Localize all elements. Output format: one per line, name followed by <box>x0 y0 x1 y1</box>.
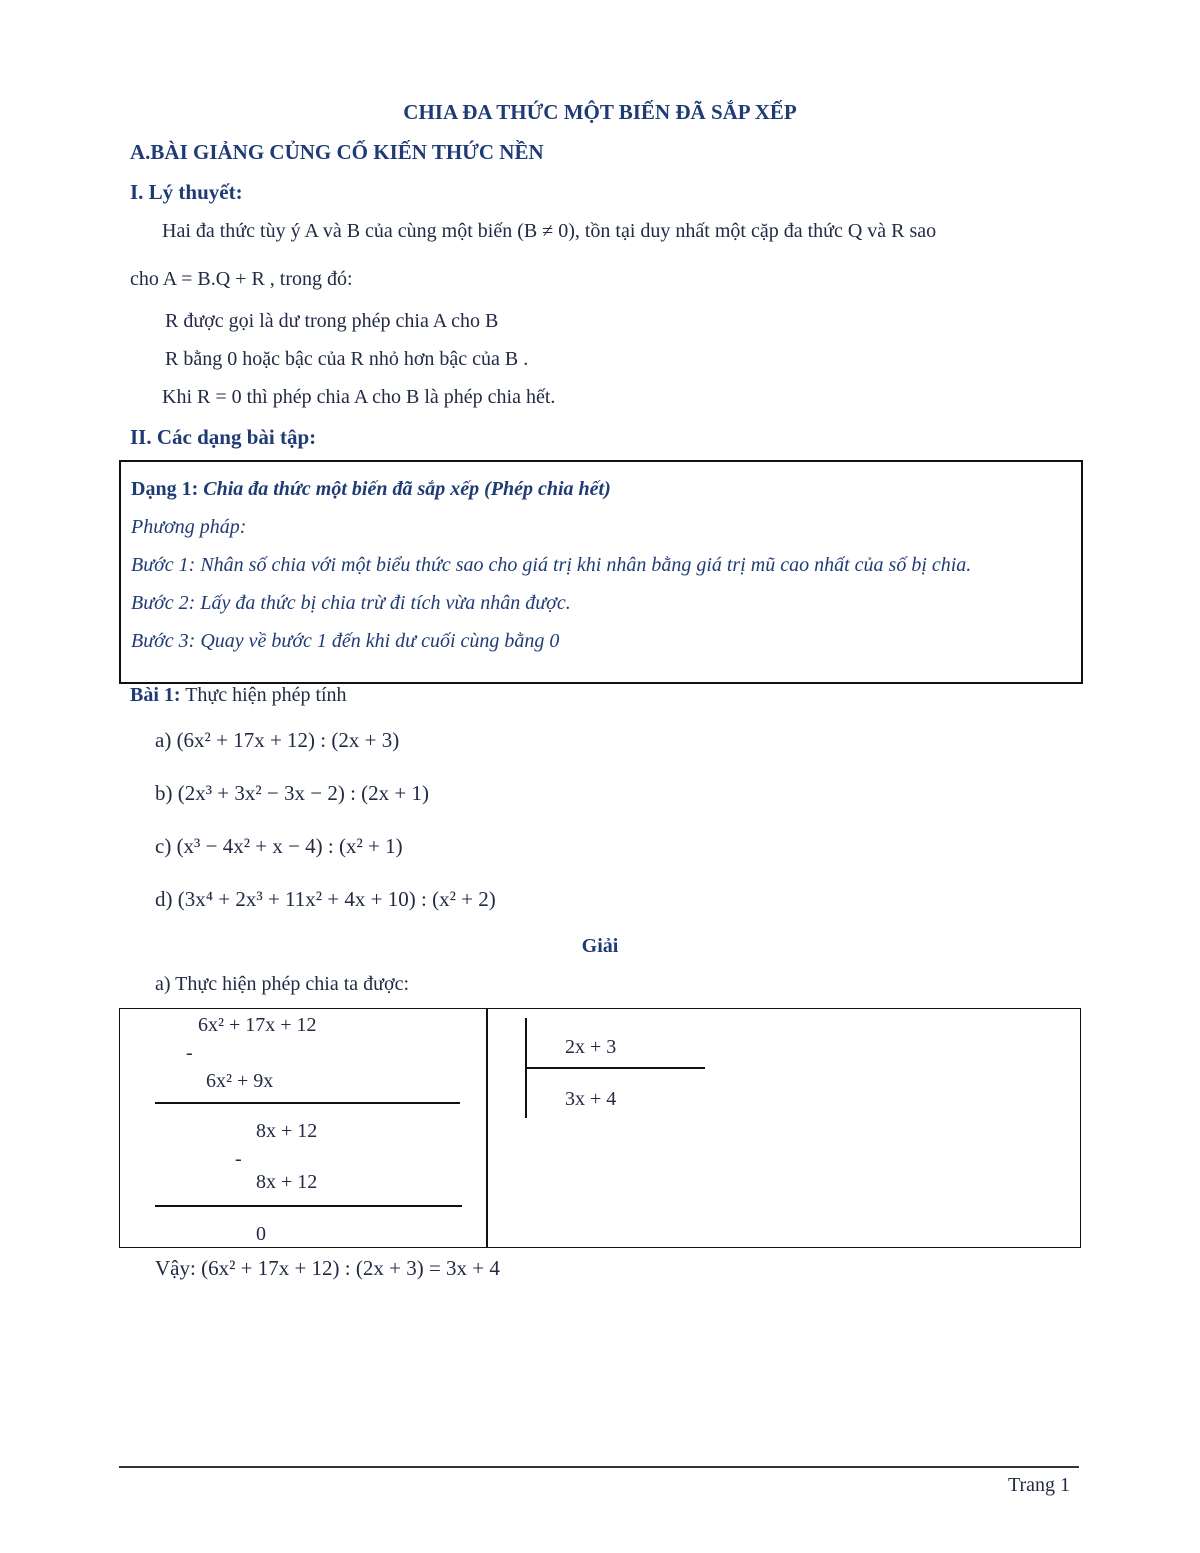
method-box <box>119 460 1083 684</box>
subtrahend-2: 8x + 12 <box>256 1171 318 1193</box>
exercise-b: b) (2x³ + 3x² − 3x − 2) : (2x + 1) <box>155 781 430 805</box>
page-title: CHIA ĐA THỨC MỘT BIẾN ĐÃ SẮP XẾP <box>403 100 797 124</box>
theory-line-2: cho A = B.Q + R , trong đó: <box>130 268 353 290</box>
quotient: 3x + 4 <box>565 1088 617 1110</box>
solution-intro: a) Thực hiện phép chia ta được: <box>155 973 410 995</box>
theory-line-3: R được gọi là dư trong phép chia A cho B <box>165 310 499 332</box>
exercise-label: Bài 1: <box>130 684 181 706</box>
method-label: Phương pháp: <box>131 516 247 538</box>
exercise-title <box>130 684 347 707</box>
theory-line-4: R bằng 0 hoặc bậc của R nhỏ hơn bậc của B . <box>165 348 529 370</box>
method-step-2: Bước 2: Lấy đa thức bị chia trừ đi tích vừa nhân được. <box>131 592 571 614</box>
dividend: 6x² + 17x + 12 <box>198 1014 317 1036</box>
type-label: Dạng 1: <box>131 478 199 500</box>
minus-sign-1: - <box>186 1042 193 1064</box>
exercise-c: c) (x³ − 4x² + x − 4) : (x² + 1) <box>155 834 403 858</box>
theory-line-5: Khi R = 0 thì phép chia A cho B là phép chia hết. <box>162 386 556 408</box>
exercise-types-heading: II. Các dạng bài tập: <box>130 425 317 449</box>
solution-heading: Giải <box>581 935 619 957</box>
subtraction-line-2 <box>155 1205 462 1207</box>
method-type-line <box>131 478 611 501</box>
remainder-1: 8x + 12 <box>256 1120 318 1142</box>
minus-sign-2: - <box>235 1148 242 1170</box>
method-step-3: Bước 3: Quay về bước 1 đến khi dư cuối cùng bằng 0 <box>131 630 560 652</box>
page-number: Trang 1 <box>1007 1474 1070 1496</box>
divisor: 2x + 3 <box>565 1036 617 1058</box>
theory-heading: I. Lý thuyết: <box>130 180 243 204</box>
subtrahend-1: 6x² + 9x <box>206 1070 274 1092</box>
exercise-a: a) (6x² + 17x + 12) : (2x + 3) <box>155 728 400 752</box>
divisor-horizontal-bar <box>525 1067 705 1069</box>
exercise-prompt: Thực hiện phép tính <box>185 684 347 706</box>
table-divider <box>486 1009 488 1247</box>
method-step-1: Bước 1: Nhân số chia với một biểu thức sao cho giá trị khi nhân bằng giá trị mũ cao nhất của số bị chia. <box>131 554 972 576</box>
exercise-d: d) (3x⁴ + 2x³ + 11x² + 4x + 10) : (x² + 2) <box>155 887 496 911</box>
footer-divider <box>119 1466 1079 1468</box>
section-a-heading: A.BÀI GIẢNG CỦNG CỐ KIẾN THỨC NỀN <box>130 140 544 164</box>
final-remainder: 0 <box>256 1223 266 1245</box>
conclusion: Vậy: (6x² + 17x + 12) : (2x + 3) = 3x + 4 <box>155 1256 500 1280</box>
theory-line-1: Hai đa thức tùy ý A và B của cùng một biến (B ≠ 0), tồn tại duy nhất một cặp đa thức Q và R sao <box>162 220 937 242</box>
subtraction-line-1 <box>155 1102 460 1104</box>
type-title: Chia đa thức một biến đã sắp xếp (Phép chia hết) <box>203 478 611 500</box>
